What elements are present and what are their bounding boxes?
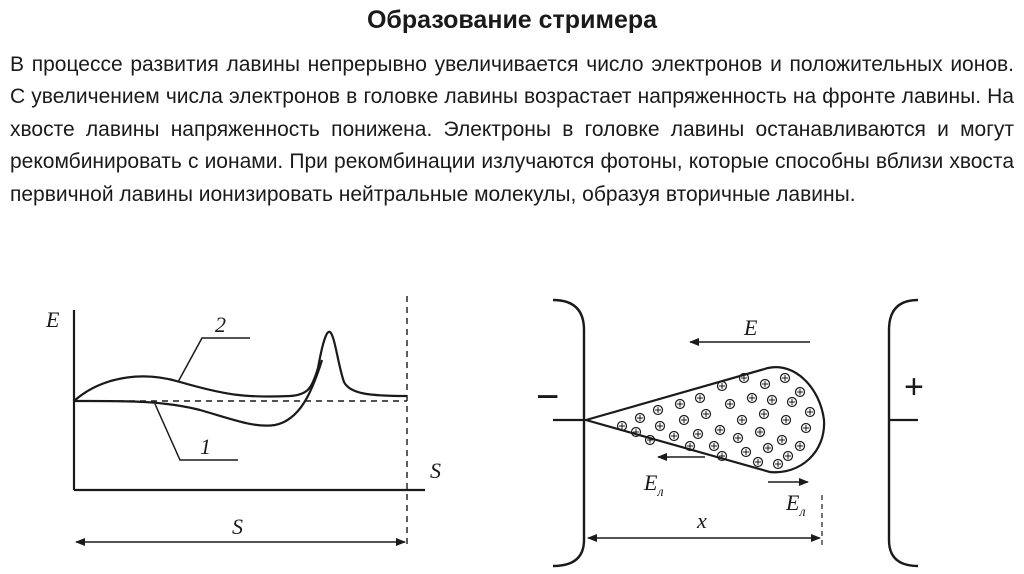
body-paragraph: В процессе развития лавины непрерывно увеличивается число электронов и положительных ионов. С увеличением числа электронов в головке лавины возрастает напряженность на фронте лавины. На хвосте лавины напряженность понижена. Электроны в головке лавины останавливаются и могут рекомбинировать с ионами. При рекомбинации излучаются фотоны, которые способны вблизи хвоста первичной лавины ионизировать нейтральные молекулы, образуя вторичные лавины. [10,53,1014,206]
curve-2 [74,332,407,401]
cathode-sign: − [536,375,560,419]
s-axis-label: S [430,458,441,483]
space-field-label-left: $E_л$ [644,470,664,500]
slide-title: Образование стримера [366,6,658,34]
span-label: S [232,514,243,539]
curve-1 [74,360,322,426]
avalanche-figure [553,300,918,566]
positive-ions [618,374,815,469]
label-2-leader [178,338,250,382]
distance-label: x [697,508,707,533]
curve-1-label: 1 [200,434,211,459]
field-label: E [744,315,758,340]
curve-2-label: 2 [215,312,226,337]
field-distribution-figure [74,296,425,548]
cathode-bracket [553,300,584,566]
e-axis-label: E [46,307,60,332]
anode-bracket [889,300,918,566]
label-1-leader [155,404,238,460]
anode-sign: + [904,368,924,406]
space-field-label-right: $E_л$ [786,490,806,520]
